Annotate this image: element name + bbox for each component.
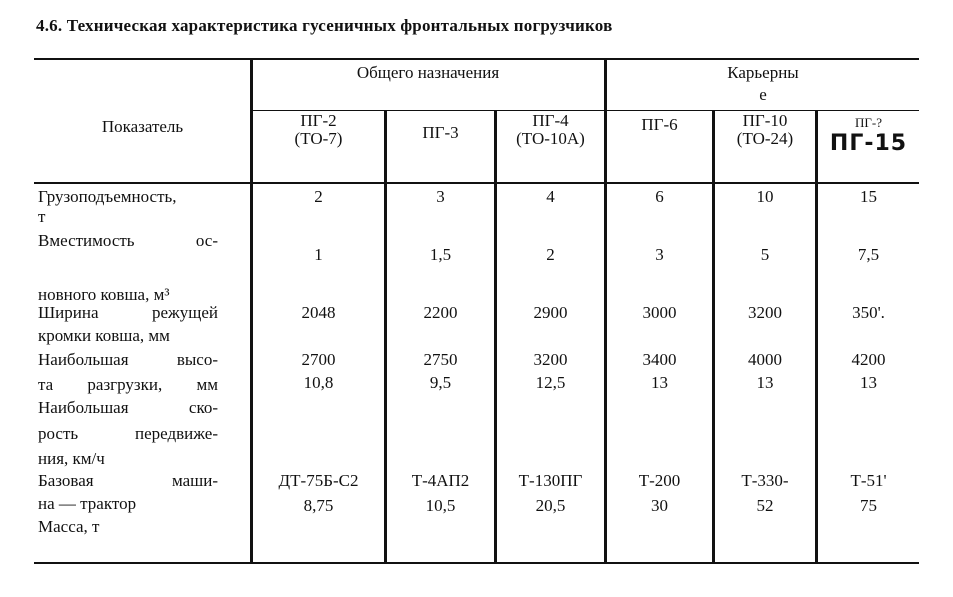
table-cell: 10,8	[303, 373, 334, 392]
table-cell: 3400	[642, 350, 677, 369]
table-cell: Т-330-	[741, 471, 789, 490]
table-cell: 8,75	[303, 496, 334, 515]
row-label: Ширина режущей	[38, 303, 218, 322]
indicator-header: Показатель	[101, 117, 184, 136]
row-label: ния, км/ч	[38, 449, 105, 468]
table-cell: 2	[314, 187, 323, 206]
table-cell: 2048	[301, 303, 336, 322]
model-header-1	[253, 112, 384, 148]
table-cell: 2200	[423, 303, 458, 322]
row-label: Наибольшая ско-	[38, 398, 218, 417]
model-header-3	[497, 112, 604, 148]
model-alt-name: (ТО-10А)	[516, 129, 585, 148]
model-alt-name: ПГ-15	[829, 131, 908, 156]
table-cell: 4000	[748, 350, 782, 369]
table-cell: 2	[546, 245, 555, 264]
table-cell: 13	[756, 373, 774, 392]
table-top-rule	[34, 58, 919, 60]
group-general-header: Общего назначения	[356, 63, 500, 82]
table-cell: 6	[655, 187, 664, 206]
table-cell: 5	[760, 245, 770, 264]
table-cell: 4200	[851, 350, 886, 369]
row-label: Масса, т	[38, 517, 100, 536]
table-cell: 3200	[748, 303, 782, 322]
row-label: Наибольшая высо-	[38, 350, 218, 369]
table-cell: 52	[756, 496, 774, 515]
group-header-rule	[250, 110, 919, 111]
row-label: рость передвиже-	[38, 424, 218, 443]
table-cell: 20,5	[535, 496, 566, 515]
model-header-5	[715, 112, 815, 148]
table-cell: 75	[860, 496, 877, 515]
table-cell: 15	[860, 187, 877, 206]
header-bottom-rule	[34, 182, 919, 184]
table-bottom-rule	[34, 562, 919, 564]
table-cell: 9,5	[429, 373, 452, 392]
table-cell: 3	[655, 245, 664, 264]
row-label: та разгрузки, мм	[38, 375, 218, 394]
table-cell: 30	[651, 496, 668, 515]
row-label: т	[38, 207, 46, 226]
model-header-6	[818, 114, 919, 156]
table-cell: 7,5	[857, 245, 880, 264]
table-cell: 1,5	[429, 245, 452, 264]
table-cell: Т-4АП2	[411, 471, 470, 490]
table-cell: 3200	[533, 350, 568, 369]
row-label: Базовая маши-	[38, 471, 218, 490]
model-name: ПГ-4	[532, 111, 569, 130]
model-alt-name: (ТО-7)	[294, 129, 343, 148]
table-cell: 1	[314, 245, 323, 264]
row-label: на — трактор	[38, 494, 137, 513]
page-title: 4.6. Техническая характеристика гусеничных фронтальных погрузчиков	[36, 16, 613, 35]
model-name: ПГ-?	[854, 115, 882, 130]
model-name: ПГ-10	[742, 111, 788, 130]
table-cell: Т-200	[638, 471, 681, 490]
model-header-2	[387, 124, 494, 142]
table-cell: 3	[436, 187, 445, 206]
table-cell: ДТ-75Б-С2	[278, 471, 359, 490]
table-cell: 2750	[423, 350, 458, 369]
model-header-4	[607, 116, 712, 134]
row-label: Вместимость ос-	[38, 231, 218, 250]
row-label: кромки ковша, мм	[38, 326, 170, 345]
table-cell: 4	[546, 187, 555, 206]
table-cell: 13	[651, 373, 668, 392]
table-cell: 12,5	[535, 373, 566, 392]
row-label: Грузоподъемность,	[38, 187, 177, 206]
row-label: новного ковша, м³	[38, 285, 170, 304]
group-quarry-header-line2: е	[759, 85, 767, 104]
group-quarry-header-line1: Карьерны	[727, 63, 799, 82]
table-cell: 350'.	[852, 303, 885, 322]
table-cell: 2900	[533, 303, 568, 322]
table-cell: Т-51'	[850, 471, 887, 490]
model-name: ПГ-2	[300, 111, 337, 130]
model-name: ПГ-3	[422, 123, 459, 142]
model-name: ПГ-6	[641, 115, 678, 134]
model-alt-name: (ТО-24)	[736, 129, 794, 148]
table-cell: 13	[860, 373, 877, 392]
table-cell: Т-130ПГ	[518, 471, 583, 490]
table-cell: 10	[756, 187, 774, 206]
table-cell: 2700	[301, 350, 336, 369]
table-cell: 10,5	[425, 496, 456, 515]
table-cell: 3000	[642, 303, 677, 322]
